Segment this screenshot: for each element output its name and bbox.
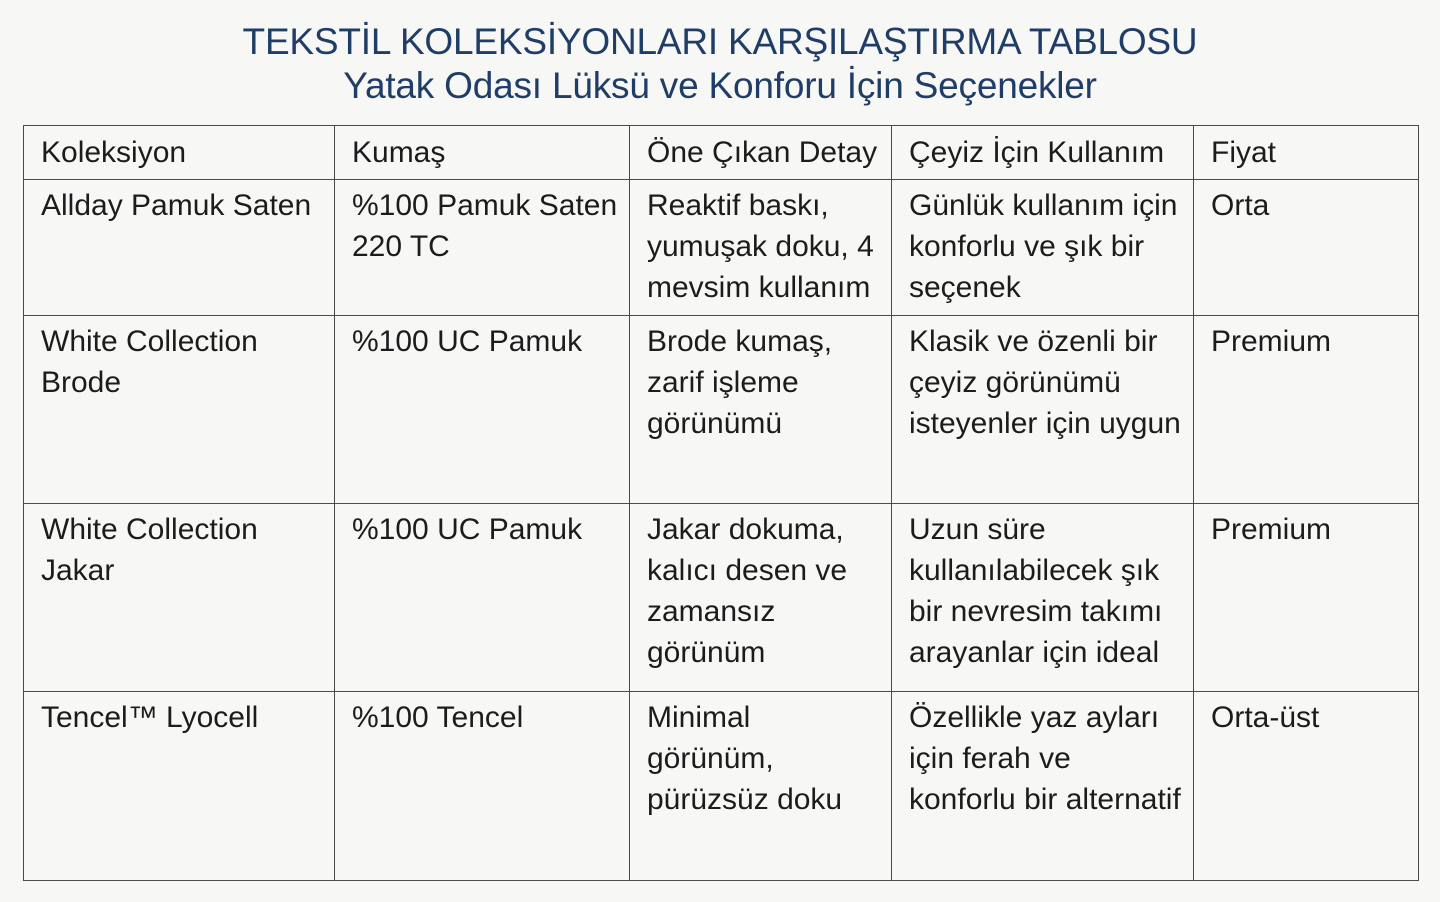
column-header-fabric: Kumaş (335, 126, 630, 180)
column-header-dowry-use: Çeyiz İçin Kullanım (892, 126, 1194, 180)
cell-feature: Reaktif baskı, yumuşak doku, 4 mevsim kullanım (630, 180, 892, 316)
cell-dowry-use: Özellikle yaz ayları için ferah ve konforlu bir alternatif (892, 692, 1194, 881)
table-row (24, 692, 1419, 881)
table-row (24, 504, 1419, 692)
cell-collection: White Collection Jakar (24, 504, 335, 692)
table-header-row (24, 126, 1419, 180)
cell-price: Orta (1194, 180, 1419, 316)
cell-dowry-use: Günlük kullanım için konforlu ve şık bir seçenek (892, 180, 1194, 316)
cell-feature: Minimal görünüm, pürüzsüz doku (630, 692, 892, 881)
cell-fabric: %100 Pamuk Saten 220 TC (335, 180, 630, 316)
page-title: TEKSTİL KOLEKSİYONLARI KARŞILAŞTIRMA TABLOSU (242, 21, 1198, 62)
page-subtitle: Yatak Odası Lüksü ve Konforu İçin Seçenekler (343, 65, 1097, 106)
column-header-feature: Öne Çıkan Detay (630, 126, 892, 180)
cell-collection: White Collection Brode (24, 316, 335, 504)
cell-price: Premium (1194, 504, 1419, 692)
column-header-price: Fiyat (1194, 126, 1419, 180)
cell-collection: Allday Pamuk Saten (24, 180, 335, 316)
cell-price: Orta-üst (1194, 692, 1419, 881)
comparison-table (23, 125, 1419, 881)
cell-feature: Brode kumaş, zarif işleme görünümü (630, 316, 892, 504)
cell-collection: Tencel™ Lyocell (24, 692, 335, 881)
table-row (24, 180, 1419, 316)
cell-fabric: %100 UC Pamuk (335, 504, 630, 692)
cell-feature: Jakar dokuma, kalıcı desen ve zamansız görünüm (630, 504, 892, 692)
cell-price: Premium (1194, 316, 1419, 504)
cell-dowry-use: Uzun süre kullanılabilecek şık bir nevresim takımı arayanlar için ideal (892, 504, 1194, 692)
cell-fabric: %100 UC Pamuk (335, 316, 630, 504)
title-block (0, 20, 1440, 108)
column-header-collection: Koleksiyon (24, 126, 335, 180)
cell-dowry-use: Klasik ve özenli bir çeyiz görünümü isteyenler için uygun (892, 316, 1194, 504)
cell-fabric: %100 Tencel (335, 692, 630, 881)
table-row (24, 316, 1419, 504)
